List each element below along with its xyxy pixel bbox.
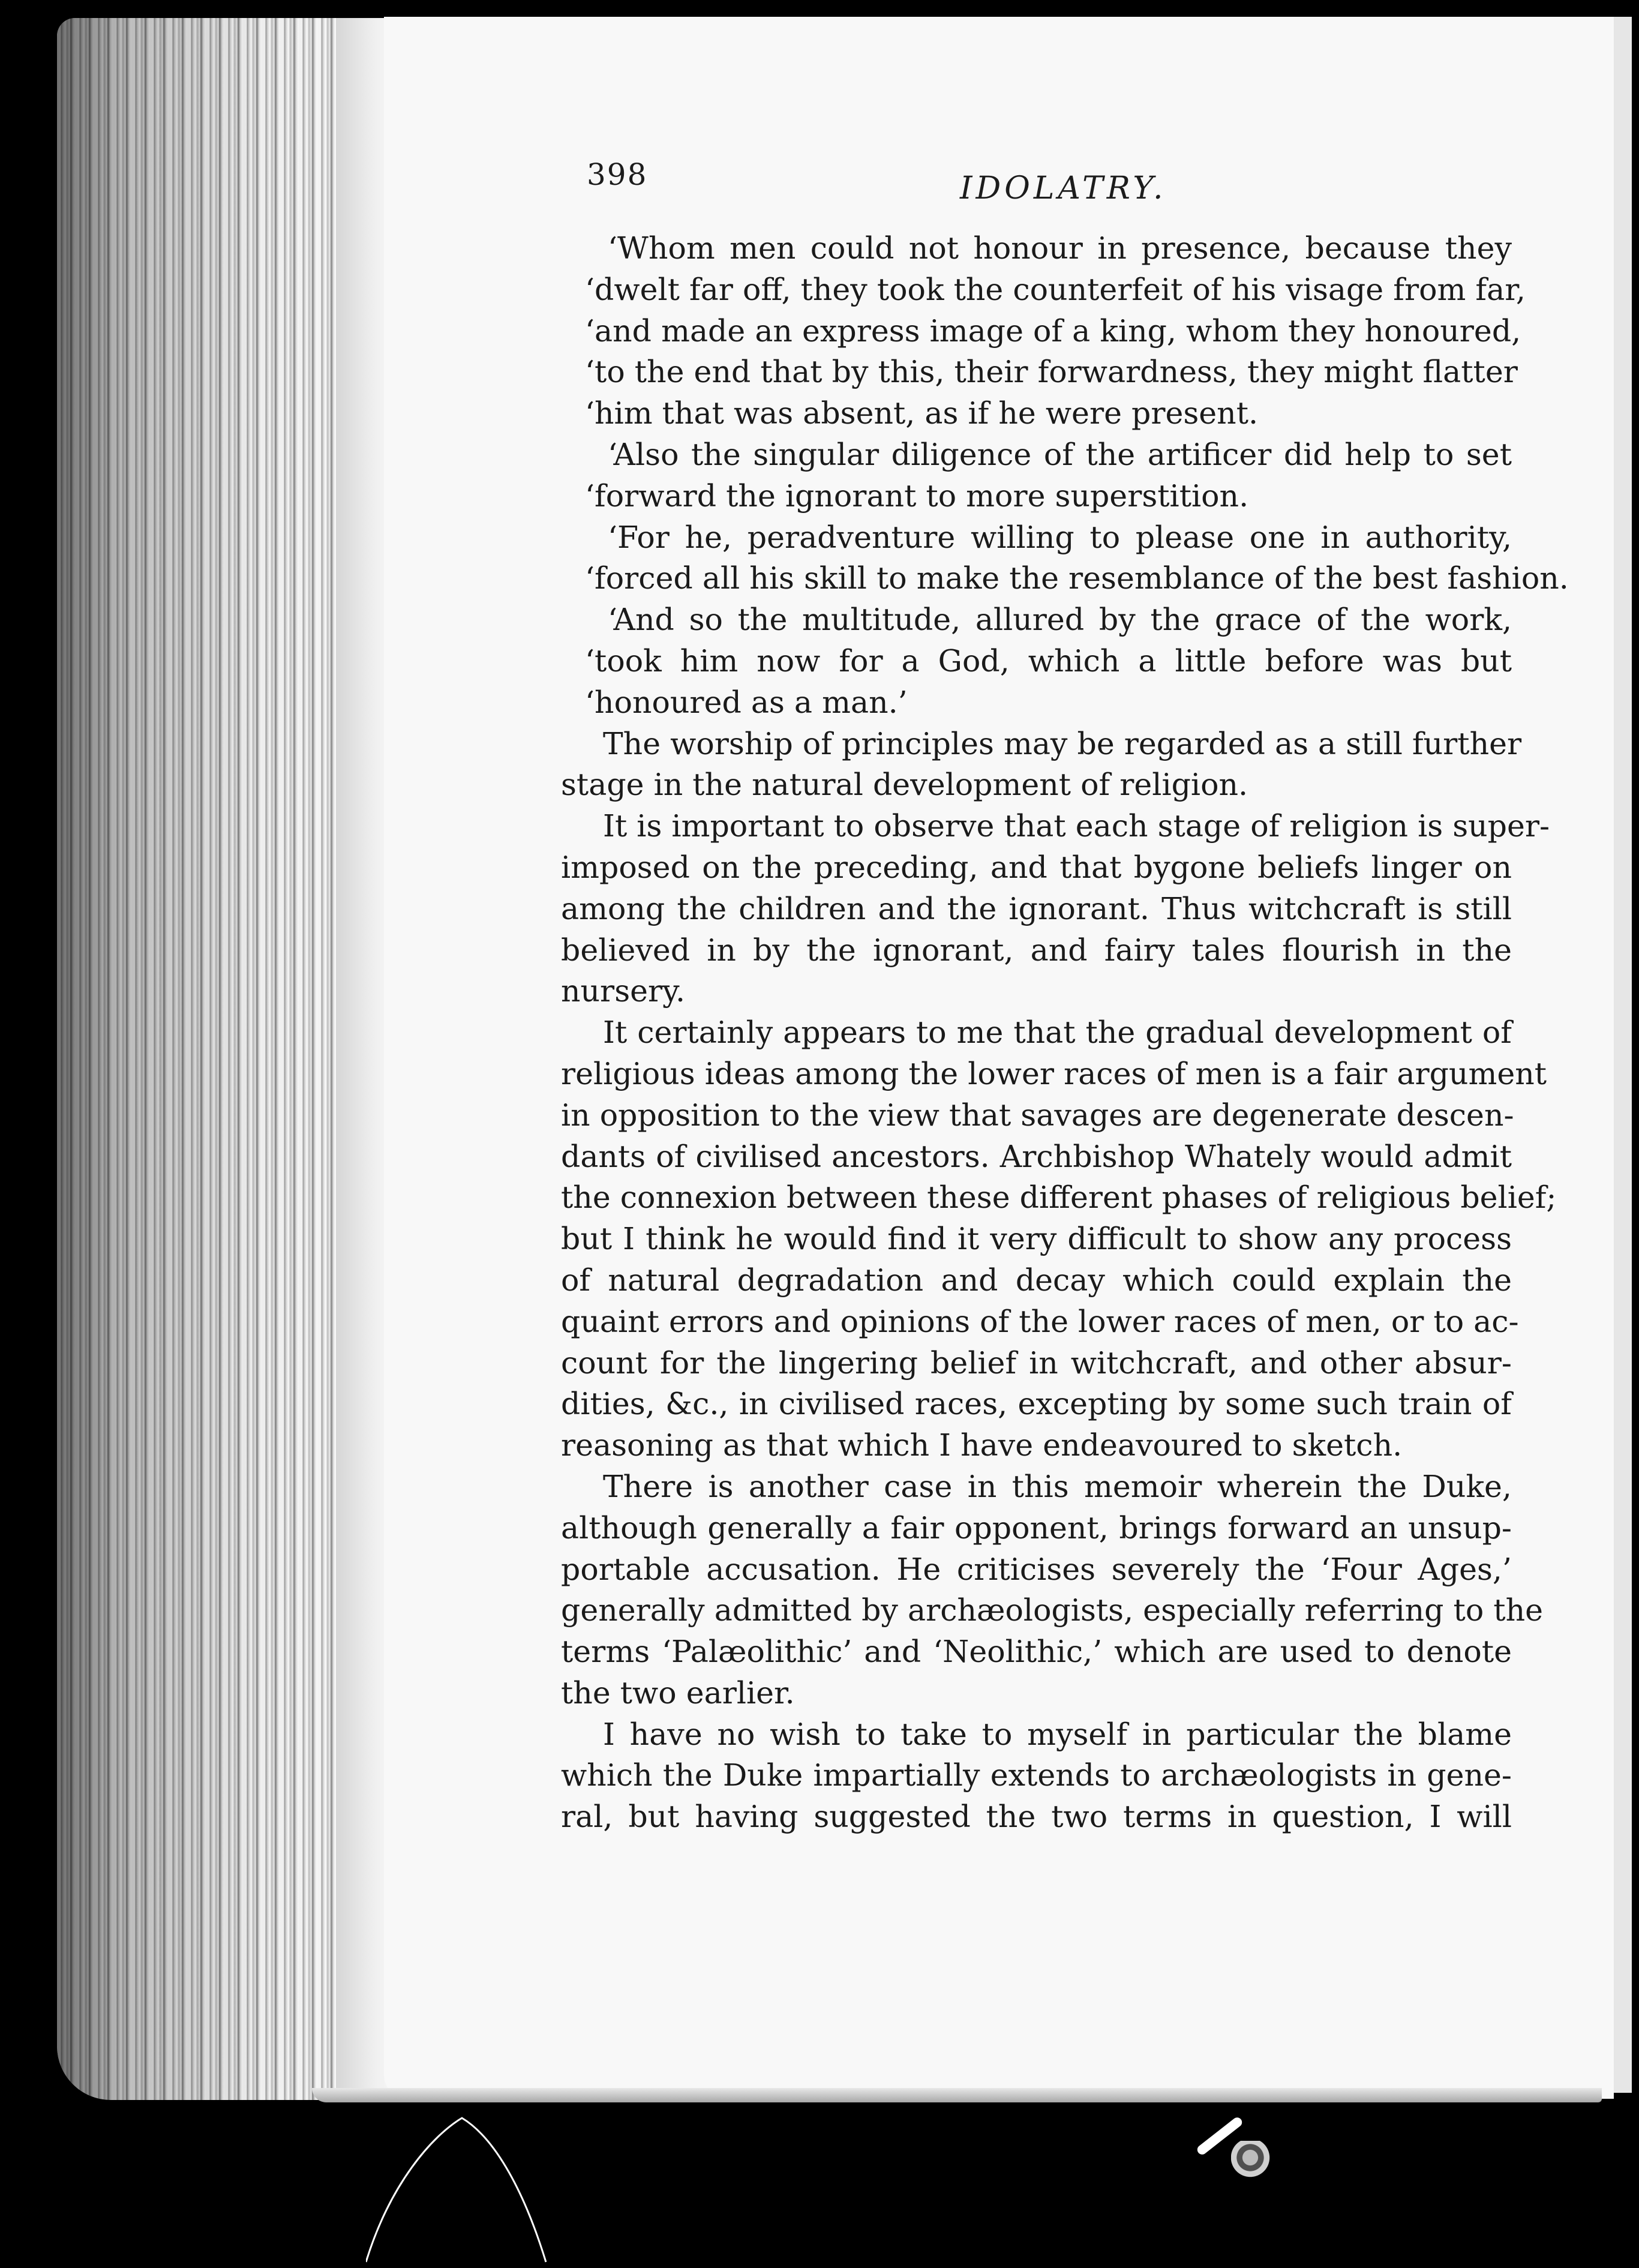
text-line: in opposition to the view that savages are degenerate descen- (561, 1097, 1514, 1133)
text-line: ‘forward the ignorant to more superstition. (585, 478, 1249, 514)
quote-paragraph (561, 434, 1512, 517)
paragraph (561, 1012, 1557, 1466)
running-title: IDOLATRY. (960, 170, 1167, 206)
scan-artifact-curve (366, 2112, 750, 2268)
text-line: terms ‘Palæolithic’ and ‘Neolithic,’ which are used to denote (561, 1634, 1512, 1670)
paragraph (561, 806, 1550, 1012)
text-line: religious ideas among the lower races of men is a fair argument (561, 1055, 1547, 1091)
text-line: ‘to the end that by this, their forwardness, they might flatter (585, 354, 1518, 390)
text-line: stage in the natural development of religion. (561, 767, 1248, 803)
text-line: ‘and made an express image of a king, whom they honoured, (585, 313, 1521, 349)
page-number: 398 (587, 157, 648, 192)
text-line: It is important to observe that each stage of religion is super- (603, 808, 1550, 844)
text-body (561, 228, 1569, 1838)
text-line: of natural degradation and decay which could explain the (561, 1262, 1512, 1298)
scan-artifact-blob (1231, 2141, 1279, 2183)
text-line: ‘For he, peradventure willing to please one in authority, (608, 519, 1512, 555)
page-bottom-edge (312, 2088, 1602, 2102)
paragraph (561, 1714, 1512, 1838)
text-line: the connexion between these different phases of religious belief; (561, 1180, 1557, 1216)
right-page-edge (1614, 17, 1632, 2093)
text-line: ‘him that was absent, as if he were present. (585, 395, 1259, 431)
text-line: nursery. (561, 973, 686, 1009)
quote-paragraph (561, 228, 1526, 434)
text-line: generally admitted by archæologists, especially referring to the (561, 1592, 1544, 1628)
text-line: ‘took him now for a God, which a little before was but (585, 643, 1512, 679)
text-line: among the children and the ignorant. Thus witchcraft is still (561, 890, 1512, 926)
text-line: imposed on the preceding, and that bygone beliefs linger on (561, 849, 1512, 885)
text-line: reasoning as that which I have endeavoured to sketch. (561, 1427, 1403, 1463)
text-line: ‘Whom men could not honour in presence, because they (608, 230, 1512, 266)
text-line: ral, but having suggested the two terms in question, I will (561, 1799, 1512, 1835)
text-line: believed in by the ignorant, and fairy tales flourish in the (561, 932, 1512, 968)
text-line: dants of civilised ancestors. Archbishop Whately would admit (561, 1138, 1512, 1174)
text-line: the two earlier. (561, 1675, 795, 1711)
text-line: ‘honoured as a man.’ (585, 684, 908, 720)
text-line: which the Duke impartially extends to archæologists in gene- (561, 1757, 1512, 1793)
text-line: portable accusation. He criticises severely the ‘Four Ages,’ (561, 1551, 1512, 1587)
text-line: although generally a fair opponent, brings forward an unsup- (561, 1510, 1512, 1546)
text-line: It certainly appears to me that the gradual development of (603, 1015, 1512, 1051)
text-line: quaint errors and opinions of the lower races of men, or to ac- (561, 1303, 1519, 1339)
text-line: ‘forced all his skill to make the resemblance of the best fashion. (585, 560, 1569, 596)
paragraph (561, 724, 1522, 806)
quote-paragraph (561, 599, 1512, 723)
text-line: ‘dwelt far off, they took the counterfeit of his visage from far, (585, 271, 1526, 307)
text-line: ‘And so the multitude, allured by the grace of the work, (608, 602, 1512, 638)
text-line: There is another case in this memoir wherein the Duke, (603, 1468, 1512, 1504)
paragraph (561, 1466, 1544, 1714)
text-line: dities, &c., in civilised races, excepting by some such train of (561, 1386, 1512, 1422)
text-line: but I think he would find it very difficult to show any process (561, 1221, 1512, 1257)
text-line: I have no wish to take to myself in particular the blame (603, 1716, 1512, 1752)
quote-paragraph (561, 517, 1569, 600)
text-line: count for the lingering belief in witchcraft, and other absur- (561, 1345, 1512, 1381)
text-line: The worship of principles may be regarded as a still further (603, 725, 1522, 761)
text-line: ‘Also the singular diligence of the artificer did help to set (608, 436, 1512, 472)
